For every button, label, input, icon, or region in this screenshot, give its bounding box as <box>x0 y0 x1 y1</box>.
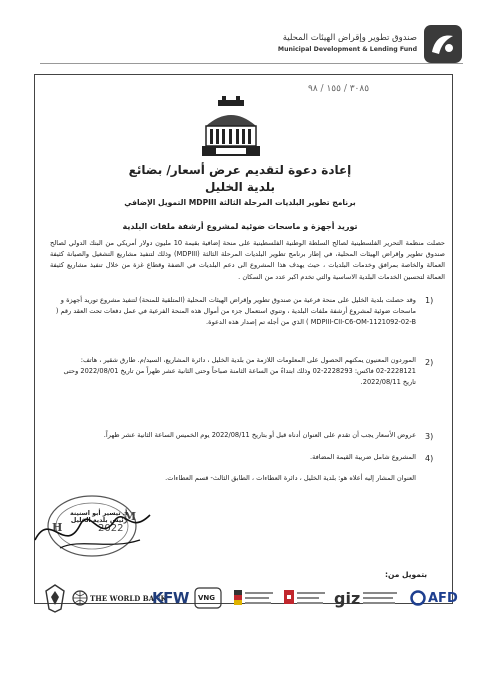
afd-label: AFD <box>428 590 458 606</box>
palestine-emblem-icon <box>44 580 66 616</box>
flag-icon <box>234 580 274 616</box>
address-line: العنوان المشار إليه أعلاه هو: بلدية الخليل ، دائرة العطاءات ، الطابق الثالث- قسم العطاءات. <box>165 474 416 482</box>
funder-logos <box>44 580 462 616</box>
municipality-name: بلدية الخليل <box>204 180 276 194</box>
reference-number: ٣٠٨٥ / ١٥٥ / ٩٨ <box>308 84 370 94</box>
stamp-letter-left: H <box>52 521 63 534</box>
globe-icon <box>72 590 88 606</box>
mayor-name: أ. تيسير أبو اسنينة <box>70 510 128 517</box>
stamp-year: 2022 <box>98 523 124 534</box>
funder-vng <box>194 580 222 616</box>
header-divider <box>40 63 463 64</box>
list-item: عروض الأسعار يجب أن تقدم على العنوان أدناه قبل أو بتاريخ 2022/08/11 يوم الخميس الساعة الثانية عشر ظهراً. <box>103 431 416 439</box>
item-number: 3) <box>425 432 434 441</box>
signature-icon <box>30 500 160 560</box>
kfw-label: KFW <box>152 589 189 607</box>
document-title: إعادة دعوة لتقديم عرض أسعار/ بضائع <box>128 163 352 177</box>
giz-label: giz <box>334 588 361 608</box>
intro-paragraph: حصلت منظمة التحرير الفلسطينية لصالح السلطة الوطنية الفلسطينية على منحة إضافية بقيمة 10 مليون دولار أمريكي من البنك الدولي لصالح صندوق تطوير وإقراض الهيئات المحلية، في إطار برنامج تطوير البلديات المرحلة الثالثة (MDPIII) وذلك لتنفيذ مشاريع التشغيل والصيانة كثيفة العمالة والخاصة بمرافق وخدمات البلديات ، حيث يهدف هذا المشروع الى دعم البلديات في الضفة وقطاع غزة من خلال تنفيذ مشاريع كثيفة العمالة لتحسين الخدمات البلدية الاساسية والتي تخدم اكبر عدد من السكان . <box>50 239 445 281</box>
item-number: 1) <box>425 296 434 305</box>
list-item: المشروع شامل ضريبة القيمة المضافة. <box>309 453 416 461</box>
funder-afd <box>410 580 458 616</box>
mdlf-logo-icon <box>423 24 463 64</box>
mayor-title: رئيس بلدية الخليل <box>70 517 128 524</box>
afd-circle-icon <box>410 590 426 606</box>
funded-by-label: بتمويل من: <box>385 570 428 579</box>
tender-subject: توريد أجهزة و ماسحات ضوئية لمشروع أرشفة ملفات البلدية <box>122 222 358 231</box>
hebron-municipality-logo-icon <box>196 96 266 160</box>
org-name-arabic: صندوق تطوير وإقراض الهيئات المحلية <box>282 33 417 43</box>
funder-kfw <box>152 580 189 616</box>
item-number: 4) <box>425 454 434 463</box>
flag-icon <box>284 580 326 616</box>
item-number: 2) <box>425 358 434 367</box>
vng-label: VNG <box>198 594 216 602</box>
funder-giz <box>334 580 399 616</box>
list-item: الموردون المعنيون يمكنهم الحصول على المعلومات اللازمة من بلدية الخليل ، دائرة المشاريع، السيد/م. طارق شقير ، هاتف: 2228121-02 فاكس: 2228293-02 وذلك ابتداءً من الساعة الثامنة صباحاً وحتى الثانية عشر ظهراً من تاريخ 2022/08/01 وحتى تاريخ 2022/08/11. <box>63 356 416 387</box>
stamp-letter-right: M <box>124 510 137 523</box>
program-name: برنامج تطوير البلديات المرحلة الثالثة MDPIII التمويل الإضافي <box>124 198 356 207</box>
org-name-english: Municipal Development & Lending Fund <box>277 46 417 53</box>
list-item: وقد حصلت بلدية الخليل على منحة فرعية من صندوق تطوير وإقراض الهيئات المحلية (المتلقية للمنحة) لتنفيذ مشروع توريد أجهزة و ماسحات ضوئية لمشروع أرشفة ملفات البلدية ، وتنوي استعمال جزء من أموال هذه المنحة الفرعية في عمل دفعات تحت العقد رقم ( MDPIII-CII-C6-OM-1121092-02-B ) الذي من أجله تم إصدار هذه الدعوة. <box>55 296 416 327</box>
world-bank-label: THE WORLD BANK <box>90 593 167 603</box>
